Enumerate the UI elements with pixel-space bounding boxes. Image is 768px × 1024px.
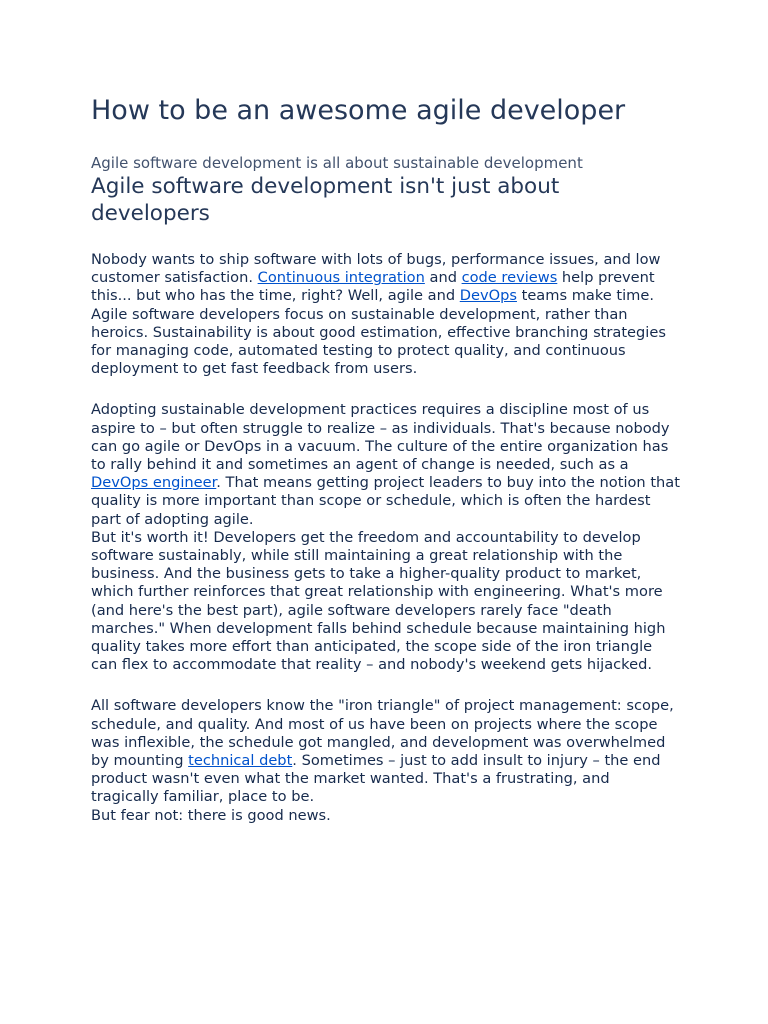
paragraph-text: Adopting sustainable development practices requires a discipline most of us aspire to – but often struggle to realize – as individuals. That's because nobody can go agile or DevOps in a vacuum. The culture of the entire organization has to rally behind it and sometimes an agent of change is needed, such as a — [91, 401, 670, 474]
paragraph-sustainable-development: Agile software developers focus on sustainable development, rather than heroics. Sustainability is about good estimation, effective branching strategies for managing code, automated testing to protect quality, and continuous deployment to get fast feedback from users. — [91, 305, 666, 378]
paragraph-adopting-practices — [91, 401, 681, 528]
paragraph-text: . Sometimes – just to add insult to injury – the end product wasn't even what the market wanted. That's a frustrating, and tragically familiar, place to be. — [91, 752, 661, 806]
paragraph-text: teams make time. — [516, 287, 655, 305]
article-body — [91, 92, 681, 825]
paragraph-ci-code-reviews — [91, 251, 681, 306]
continuous-integration-link[interactable]: Continuous integration — [257, 269, 425, 287]
paragraph-text: help prevent this... but who has the time, right? Well, agile and — [91, 269, 655, 305]
paragraph-iron-triangle — [91, 697, 681, 806]
technical-debt-link[interactable]: technical debt — [188, 752, 293, 770]
devops-link[interactable]: DevOps — [459, 287, 517, 305]
section-heading: Agile software development isn't just about developers — [91, 174, 560, 226]
paragraph-text: and — [424, 269, 462, 287]
article-subtitle: Agile software development is all about sustainable development — [91, 154, 583, 172]
page-title: How to be an awesome agile developer — [91, 95, 626, 126]
code-reviews-link[interactable]: code reviews — [461, 269, 558, 287]
paragraph-text: Nobody wants to ship software with lots of bugs, performance issues, and low customer satisfaction. — [91, 251, 661, 287]
paragraph-text: All software developers know the "iron triangle" of project management: scope, schedule, and quality. And most of us have been on projects where the scope was inflexible, the schedule got mangled, and development was overwhelmed by mounting — [91, 697, 674, 770]
paragraph-text: . That means getting project leaders to buy into the notion that quality is more important than scope or schedule, which is often the hardest part of adopting agile. — [91, 474, 680, 528]
devops-engineer-link[interactable]: DevOps engineer — [91, 474, 217, 492]
paragraph-worth-it: But it's worth it! Developers get the freedom and accountability to develop software sustainably, while still maintaining a great relationship with the business. And the business gets to take a higher-quality product to market, which further reinforces that great relationship with engineering. What's more (and here's the best part), agile software developers rarely face "death marches." When development falls behind schedule because maintaining high quality takes more effort than anticipated, the scope side of the iron triangle can flex to accommodate that reality – and nobody's weekend gets hijacked. — [91, 528, 666, 674]
paragraph-good-news: But fear not: there is good news. — [91, 806, 331, 824]
